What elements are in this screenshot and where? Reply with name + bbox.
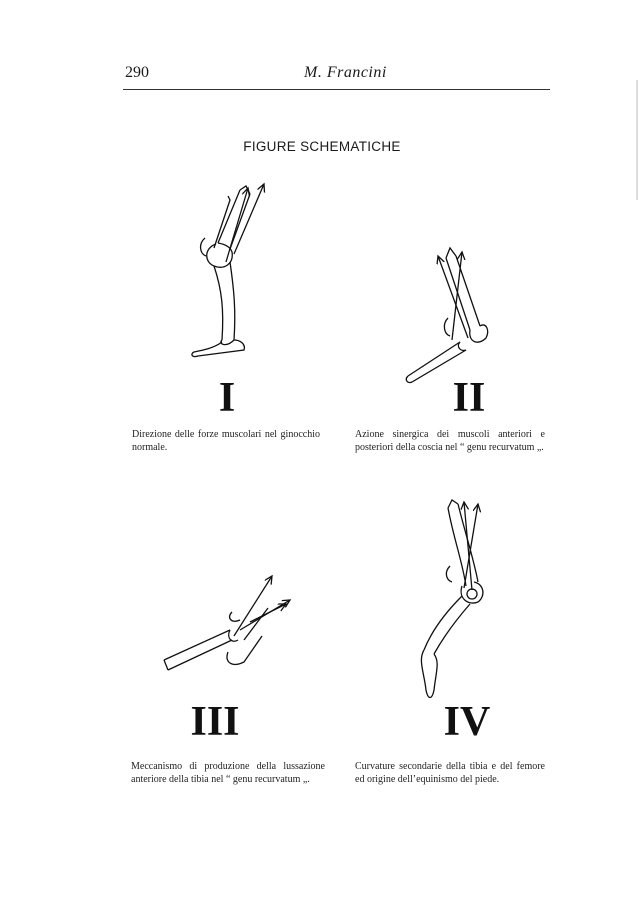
- figure-2-numeral: II: [452, 375, 486, 421]
- figure-1-caption: Direzione delle forze muscolari nel ginocchio normale.: [132, 429, 320, 453]
- figure-3-caption: Meccanismo di produzione della lussazione anteriore della tibia nel “ genu recurvatum „.: [131, 761, 325, 785]
- page-edge-shadow: [636, 80, 638, 200]
- figure-2-caption: Azione sinergica dei muscoli anteriori e posteriori della coscia nel “ genu recurvatum „.: [355, 429, 545, 453]
- figure-1-drawing: [192, 184, 264, 357]
- section-title: FIGURE SCHEMATICHE: [243, 139, 401, 154]
- running-head-author: M. Francini: [304, 64, 387, 81]
- figure-3-numeral: III: [190, 699, 240, 745]
- figure-1-numeral: I: [218, 375, 236, 421]
- figure-4-numeral: IV: [443, 699, 491, 745]
- figure-4-drawing: [421, 500, 483, 698]
- figure-4-caption: Curvature secondarie della tibia e del femore ed origine dell’equinismo del piede.: [355, 761, 545, 785]
- figure-3-drawing: [164, 576, 290, 670]
- figure-2-drawing: [406, 248, 487, 383]
- page-number: 290: [125, 64, 149, 81]
